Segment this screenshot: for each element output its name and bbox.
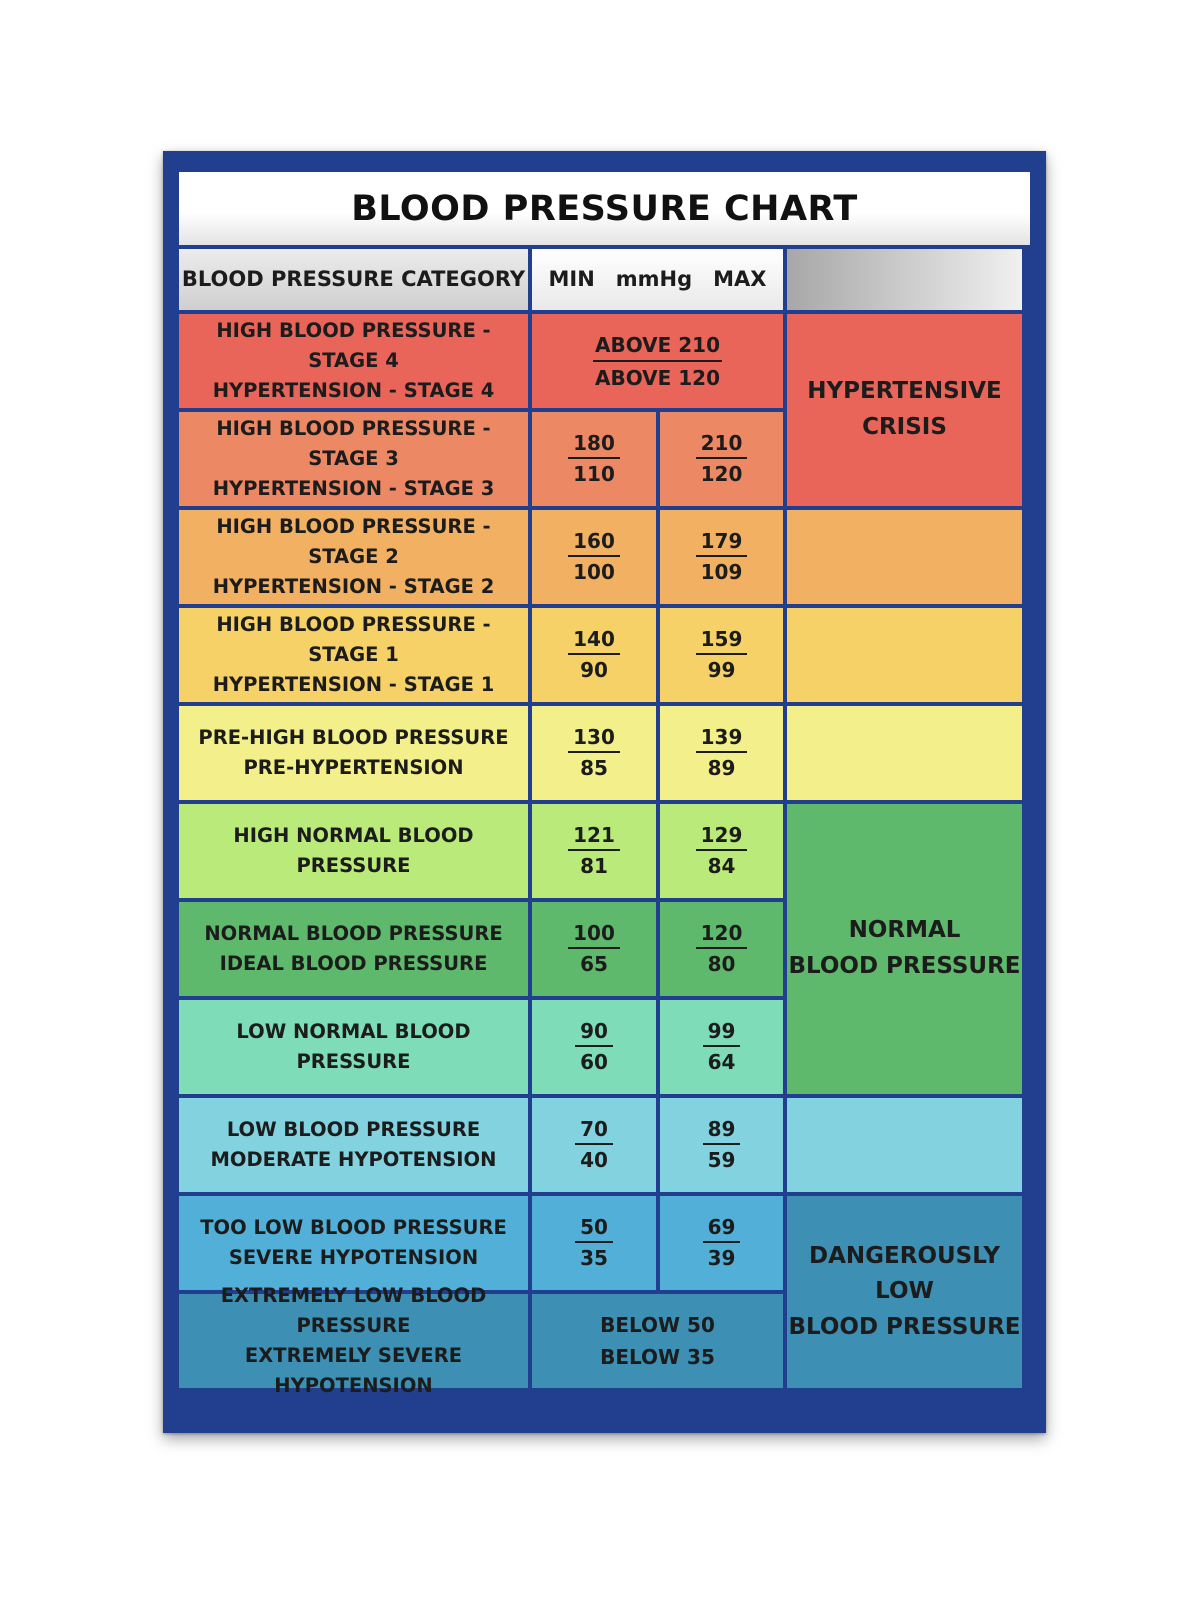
side-hypertensive-crisis <box>787 314 1022 506</box>
category-line1: HIGH NORMAL BLOOD PRESSURE <box>233 823 474 877</box>
category-line1: LOW BLOOD PRESSURE <box>226 1117 481 1141</box>
min-systolic: 160 <box>568 530 620 557</box>
side-danger-line2: BLOOD PRESSURE <box>788 1313 1021 1340</box>
min-diastolic: 110 <box>573 462 615 486</box>
header-unit-label: mmHg <box>615 267 693 292</box>
category-line2: SEVERE HYPOTENSION <box>228 1246 479 1269</box>
min-systolic: 50 <box>575 1216 613 1243</box>
header-category-label: BLOOD PRESSURE CATEGORY <box>181 267 526 292</box>
max-diastolic: 59 <box>707 1148 736 1172</box>
header-range <box>532 249 783 310</box>
header-min-label: MIN <box>548 267 595 292</box>
max-systolic: 159 <box>696 628 748 655</box>
side-danger-line1: DANGEROUSLY LOW <box>809 1242 1000 1305</box>
range-cell-stage4 <box>532 314 783 408</box>
header-category <box>179 249 528 310</box>
category-cell <box>179 314 528 408</box>
min-systolic: 121 <box>568 824 620 851</box>
max-diastolic: 64 <box>707 1050 736 1074</box>
min-systolic: 70 <box>575 1118 613 1145</box>
category-cell <box>179 902 528 996</box>
max-cell <box>660 1196 783 1290</box>
chart-title: BLOOD PRESSURE CHART <box>179 172 1030 245</box>
category-line1: LOW NORMAL BLOOD PRESSURE <box>236 1019 471 1073</box>
max-systolic: 179 <box>696 530 748 557</box>
category-line1: NORMAL BLOOD PRESSURE <box>204 921 503 945</box>
max-systolic: 139 <box>696 726 748 753</box>
max-cell <box>660 510 783 604</box>
side-blank <box>787 1098 1022 1192</box>
min-systolic: 180 <box>568 432 620 459</box>
max-diastolic: 89 <box>707 756 736 780</box>
category-cell <box>179 1098 528 1192</box>
range-diastolic: BELOW 35 <box>600 1345 715 1369</box>
min-cell <box>532 412 656 506</box>
max-systolic: 129 <box>696 824 748 851</box>
max-cell <box>660 902 783 996</box>
category-cell <box>179 1196 528 1290</box>
category-cell <box>179 412 528 506</box>
side-normal-line2: BLOOD PRESSURE <box>788 953 1021 979</box>
max-diastolic: 120 <box>700 462 743 486</box>
header-blank <box>787 249 1022 310</box>
max-diastolic: 109 <box>700 560 743 584</box>
category-cell <box>179 510 528 604</box>
category-cell <box>179 608 528 702</box>
side-crisis-line2: CRISIS <box>862 414 947 440</box>
min-systolic: 140 <box>568 628 620 655</box>
max-systolic: 89 <box>703 1118 741 1145</box>
category-line2: PRE-HYPERTENSION <box>243 756 464 779</box>
min-cell <box>532 902 656 996</box>
header-max-label: MAX <box>713 267 767 292</box>
max-diastolic: 80 <box>707 952 736 976</box>
min-diastolic: 40 <box>580 1148 608 1172</box>
blood-pressure-chart <box>163 151 1046 1433</box>
max-diastolic: 99 <box>707 658 736 682</box>
category-cell <box>179 706 528 800</box>
max-systolic: 99 <box>703 1020 741 1047</box>
max-systolic: 210 <box>696 432 748 459</box>
min-cell <box>532 608 656 702</box>
category-line2: HYPERTENSION - STAGE 2 <box>212 575 495 599</box>
category-line2: HYPERTENSION - STAGE 4 <box>212 379 495 403</box>
max-cell <box>660 608 783 702</box>
category-cell <box>179 804 528 898</box>
side-normal-blood-pressure <box>787 804 1022 1094</box>
max-cell <box>660 1000 783 1094</box>
category-line1: PRE-HIGH BLOOD PRESSURE <box>198 725 509 749</box>
min-diastolic: 90 <box>580 658 608 682</box>
category-line1: HIGH BLOOD PRESSURE - STAGE 3 <box>216 416 491 470</box>
range-diastolic: ABOVE 120 <box>594 365 721 390</box>
max-diastolic: 84 <box>707 854 736 878</box>
category-line1: HIGH BLOOD PRESSURE - STAGE 1 <box>216 612 491 666</box>
min-cell <box>532 1000 656 1094</box>
min-cell <box>532 706 656 800</box>
min-systolic: 130 <box>568 726 620 753</box>
category-line2: HYPERTENSION - STAGE 1 <box>212 673 495 697</box>
min-diastolic: 65 <box>580 952 608 976</box>
side-blank <box>787 608 1022 702</box>
category-line2: MODERATE HYPOTENSION <box>210 1148 497 1171</box>
min-diastolic: 100 <box>573 560 615 584</box>
category-line1: HIGH BLOOD PRESSURE - STAGE 2 <box>216 514 491 568</box>
min-systolic: 90 <box>575 1020 613 1047</box>
side-crisis-line1: HYPERTENSIVE <box>807 378 1002 405</box>
side-blank <box>787 706 1022 800</box>
max-cell <box>660 412 783 506</box>
max-systolic: 69 <box>703 1216 741 1243</box>
min-cell <box>532 510 656 604</box>
side-dangerously-low <box>787 1196 1022 1388</box>
max-cell <box>660 1098 783 1192</box>
min-diastolic: 60 <box>580 1050 608 1074</box>
max-cell <box>660 706 783 800</box>
min-cell <box>532 1098 656 1192</box>
category-line2: HYPERTENSION - STAGE 3 <box>212 477 495 501</box>
range-cell-extreme <box>532 1294 783 1388</box>
category-cell <box>179 1000 528 1094</box>
min-diastolic: 35 <box>580 1246 608 1270</box>
min-cell <box>532 804 656 898</box>
category-line1: EXTREMELY LOW BLOOD PRESSURE <box>220 1283 487 1337</box>
category-cell <box>179 1283 528 1398</box>
min-diastolic: 81 <box>580 854 608 878</box>
max-systolic: 120 <box>696 922 748 949</box>
category-line1: TOO LOW BLOOD PRESSURE <box>200 1215 507 1239</box>
min-diastolic: 85 <box>580 756 608 780</box>
side-normal-line1: NORMAL <box>848 917 961 944</box>
range-systolic: ABOVE 210 <box>593 333 722 362</box>
min-systolic: 100 <box>568 922 620 949</box>
category-line1: HIGH BLOOD PRESSURE - STAGE 4 <box>216 318 491 372</box>
category-line2: EXTREMELY SEVERE HYPOTENSION <box>244 1344 463 1398</box>
side-blank <box>787 510 1022 604</box>
min-cell <box>532 1196 656 1290</box>
max-cell <box>660 804 783 898</box>
category-line2: IDEAL BLOOD PRESSURE <box>219 952 488 975</box>
range-systolic: BELOW 50 <box>600 1313 715 1337</box>
max-diastolic: 39 <box>707 1246 736 1270</box>
